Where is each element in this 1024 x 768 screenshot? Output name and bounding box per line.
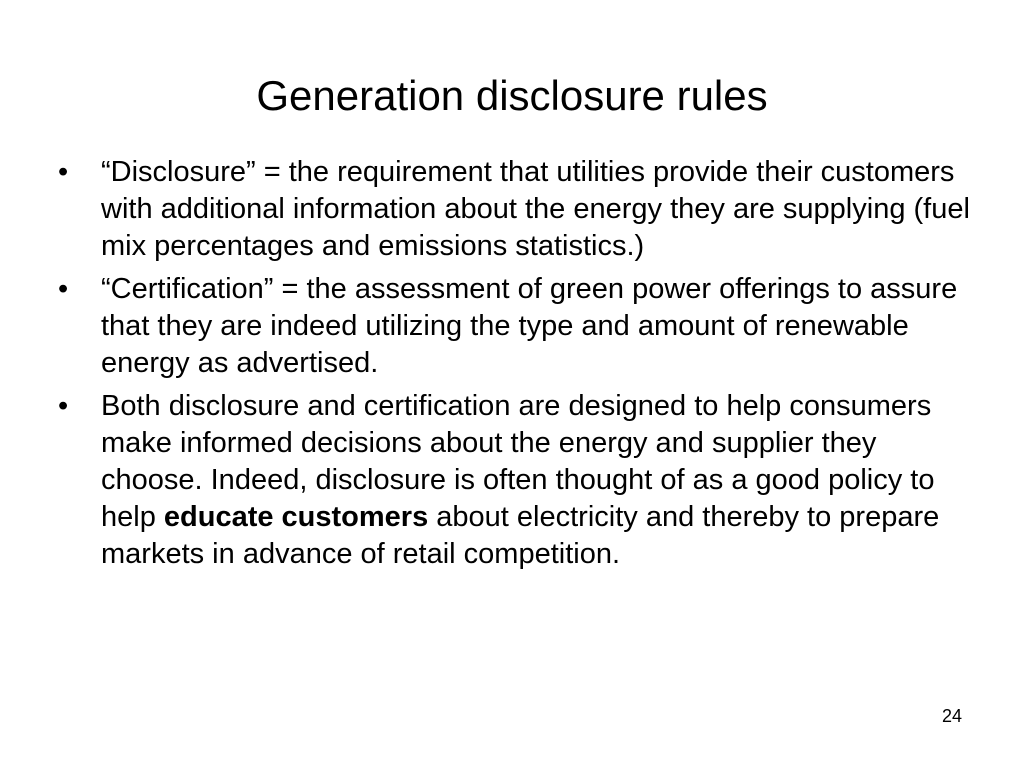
bullet-dot-icon: • [58, 390, 69, 422]
bullet-text: “Certification” = the assessment of green power offerings to assure that they are indeed utilizing the type and amount of renewable energy as advertised. [101, 273, 958, 379]
bullet-list [58, 154, 978, 579]
bullet-text [101, 390, 939, 570]
page-number: 24 [941, 706, 962, 726]
bullet-text-before: Both disclosure and certification are designed to help consumers make informed decisions about the energy and supplier they choose. Indeed, disclosure is often thought of as a good policy to help [101, 390, 935, 533]
bullet-text-emphasis: educate customers [163, 501, 429, 533]
bullet-item-purpose [58, 388, 978, 573]
bullet-text-after: about electricity and thereby to prepare markets in advance of retail competition. [101, 501, 940, 570]
bullet-item-certification [58, 271, 978, 382]
bullet-dot-icon: • [58, 156, 69, 188]
bullet-item-disclosure [58, 154, 978, 265]
bullet-dot-icon: • [58, 273, 69, 305]
bullet-text: “Disclosure” = the requirement that utilities provide their customers with additional information about the energy they are supplying (fuel mix percentages and emissions statistics.) [101, 156, 970, 262]
slide-title: Generation disclosure rules [256, 72, 768, 119]
